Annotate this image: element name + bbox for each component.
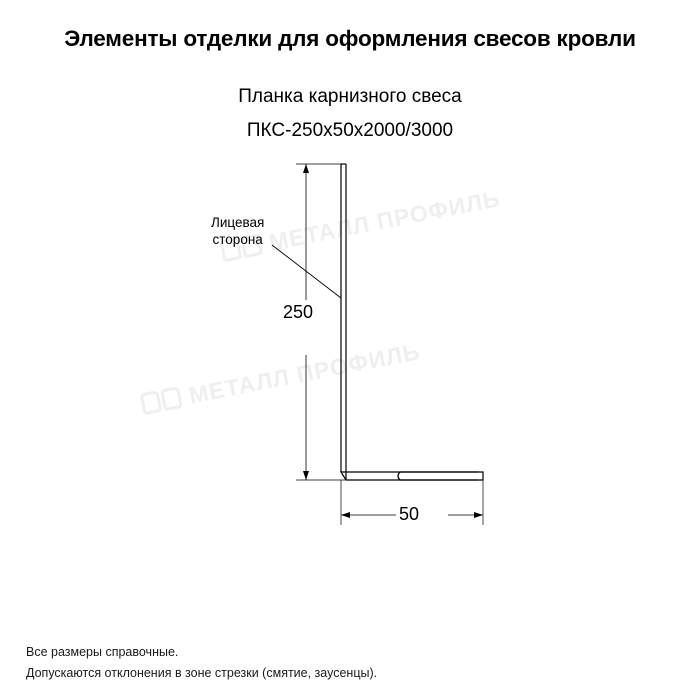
footer-notes — [26, 642, 377, 685]
dimension-height-value: 250 — [283, 302, 314, 322]
profile-outline — [341, 164, 483, 480]
dimension-width-value: 50 — [399, 504, 420, 524]
note-line-2: Допускаются отклонения в зоне стрезки (смятие, заусенцы). — [26, 665, 378, 680]
watermark-text: МЕТАЛЛ ПРОФИЛЬ — [186, 338, 423, 409]
watermark-text: МЕТАЛЛ ПРОФИЛЬ — [266, 185, 503, 256]
product-name: Планка карнизного свеса — [238, 86, 462, 107]
technical-drawing — [0, 150, 700, 570]
face-label-leader — [272, 245, 341, 298]
product-code: ПКС-250х50х2000/3000 — [246, 120, 454, 141]
face-side-label — [211, 215, 264, 249]
note-line-1: Все размеры справочные. — [26, 644, 179, 659]
face-side-label-line1: Лицевая — [211, 215, 265, 230]
page-title: Элементы отделки для оформления свесов кровли — [64, 26, 636, 51]
face-side-label-line2: сторона — [212, 231, 263, 247]
drawing-svg — [0, 150, 700, 570]
